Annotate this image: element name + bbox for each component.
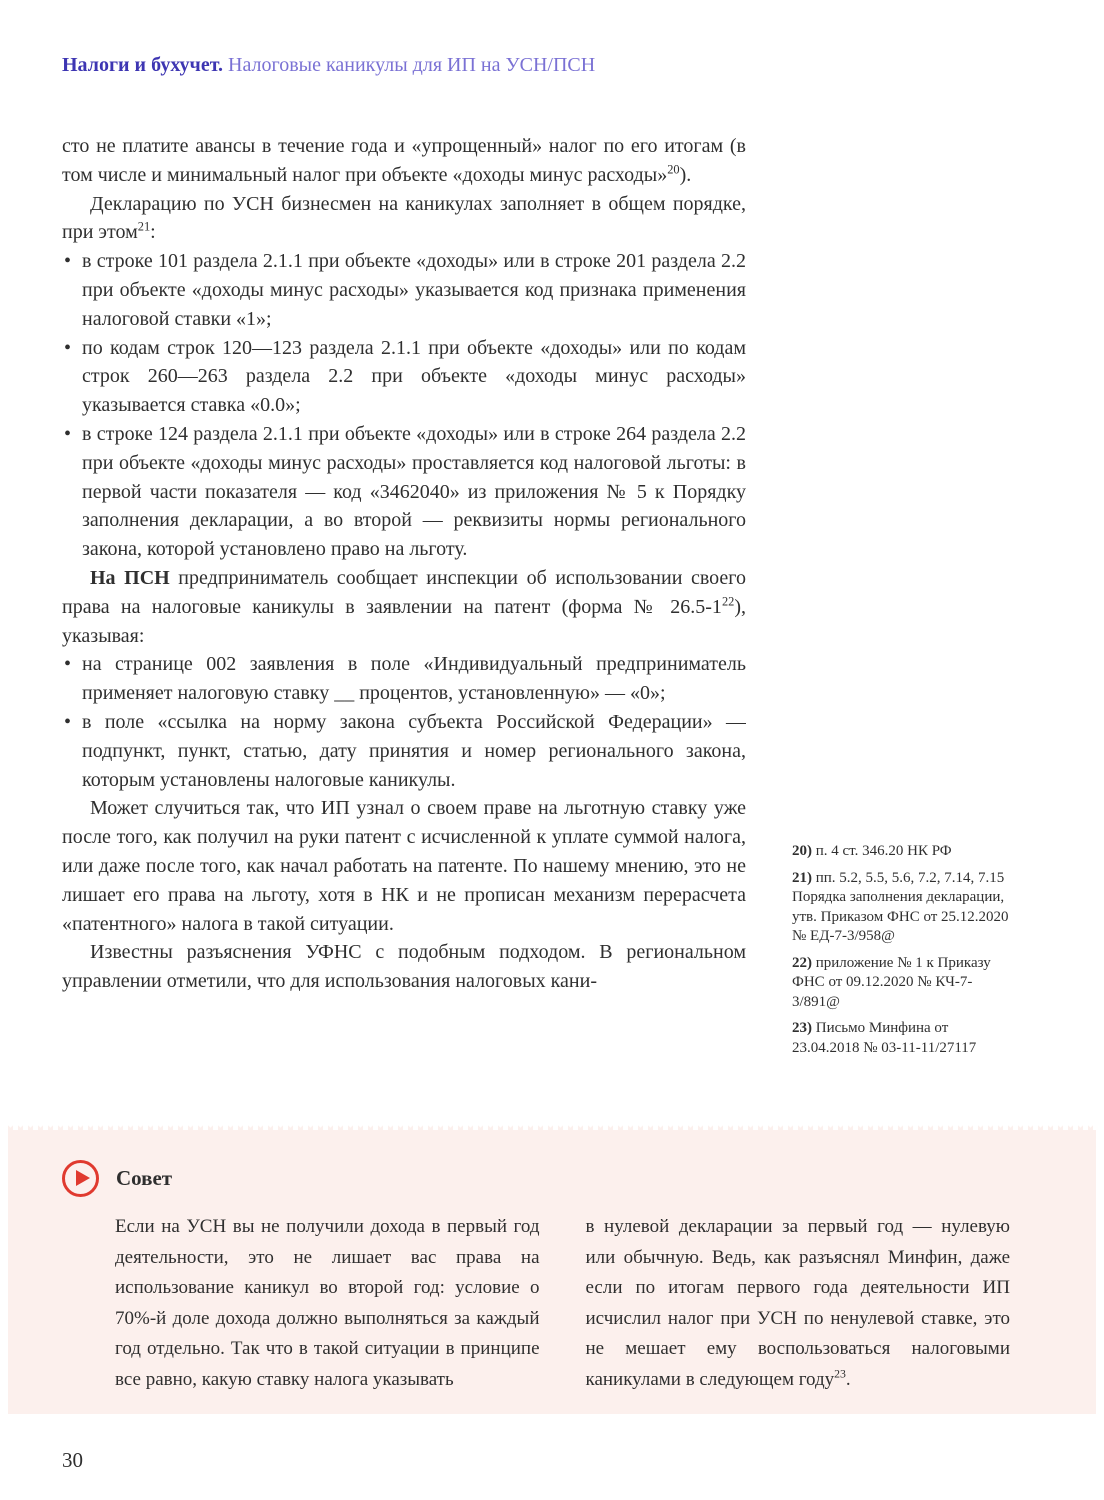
footnote-text: Письмо Минфина от 23.04.2018 № 03-11-11/27117: [792, 1020, 977, 1056]
paragraph-declaration: [62, 190, 746, 248]
bullet-item: • по кодам строк 120—123 раздела 2.1.1 при объекте «доходы» или по кодам строк 260—263 раздела 2.2 при объекте «доходы минус расходы» указывается ставка «0.0»;: [62, 334, 746, 420]
bullet-item: • в поле «ссылка на норму закона субъекта Российской Федерации» — подпункт, пункт, статью, дату принятия и номер регионального закона, которым установлены налоговые каникулы.: [62, 708, 746, 794]
paragraph-patent-recalc: Может случиться так, что ИП узнал о своем праве на льготную ставку уже после того, как получил на руки патент с исчисленной к уплате суммой налога, или даже после того, как начал работать на патенте. По нашему мнению, это не лишает его права на льготу, хотя в НК и не прописан механизм перерасчета «патентного» налога в такой ситуации.: [62, 797, 746, 935]
footnote: [792, 1019, 1018, 1058]
page-number: 30: [62, 1448, 83, 1472]
footnote-number: 23): [792, 1020, 812, 1036]
brand-title: Налоги и бухучет.: [62, 54, 224, 76]
advice-box: [8, 1130, 1096, 1414]
footnote-number: 20): [792, 843, 812, 859]
footnote-text: п. 4 ст. 346.20 НК РФ: [815, 843, 952, 859]
bullet-item: • на странице 002 заявления в поле «Индивидуальный предприниматель применяет налоговую ставку __ процентов, установленную» — «0»;: [62, 650, 746, 708]
zigzag-border: [8, 1123, 1096, 1130]
bullet-list-psn: [62, 650, 746, 794]
footnote: [792, 842, 1018, 862]
footnote: [792, 869, 1018, 947]
article-subtitle: Налоговые каникулы для ИП на УСН/ПСН: [228, 54, 596, 76]
paragraph-ufns: Известны разъяснения УФНС с подобным подходом. В региональном управлении отметили, что для использования налоговых кани-: [62, 941, 746, 993]
footnote-ref-21: 21: [137, 219, 151, 234]
footnote-ref-22: 22: [721, 594, 735, 609]
advice-column-left: Если на УСН вы не получили дохода в первый год деятельности, это не лишает вас права на использование каникул во второй год: условие о 70%-й доле дохода должно выполняться за каждый год отдельно. Так что в такой ситуации в принципе все равно, какую ставку налога указывать: [115, 1216, 540, 1390]
footnote: [792, 954, 1018, 1013]
bullet-item: • в строке 101 раздела 2.1.1 при объекте «доходы» или в строке 201 раздела 2.2 при объекте «доходы минус расходы» указывается код признака применения налоговой ставки «1»;: [62, 247, 746, 333]
footnote-text: приложение № 1 к Приказу ФНС от 09.12.2020 № КЧ-7-3/891@: [792, 954, 991, 1010]
footnote-number: 21): [792, 869, 812, 886]
paragraph-text: предприниматель сообщает инспекции об использовании своего права на налоговые каникулы в заявлении на патент (форма № 26.5-1: [62, 566, 746, 618]
advice-column-right: [586, 1212, 1011, 1395]
bullet-item: • в строке 124 раздела 2.1.1 при объекте «доходы» или в строке 264 раздела 2.2 при объекте «доходы минус расходы» проставляется код налоговой льготы: в первой части показателя — код «3462040» из приложения № 5 к Порядку заполнения декларации, а во второй — реквизиты нормы регионального закона, которой установлено право на льготу.: [62, 420, 746, 564]
paragraph-text: :: [150, 221, 156, 244]
footnote-text: пп. 5.2, 5.5, 5.6, 7.2, 7.14, 7.15 Порядка заполнения декларации, утв. Приказом ФНС от 25.12.2020 № ЕД-7-3/958@: [792, 869, 1009, 944]
bold-lead-psn: На ПСН: [90, 566, 170, 589]
paragraph-text: Декларацию по УСН бизнесмен на каникулах заполняет в общем порядке, при этом: [62, 192, 746, 244]
paragraph-intro: [62, 132, 746, 190]
advice-title: Совет: [116, 1166, 173, 1190]
footnote-ref-23: 23: [834, 1367, 846, 1381]
paragraph-text: ), указывая:: [62, 595, 746, 647]
advice-columns: [115, 1212, 1010, 1395]
paragraph-text: в нулевой декларации за первый год — нулевую или обычную. Ведь, как разъяснял Минфин, даже если по итогам первого года деятельности ИП исчислил налог при УСН по ненулевой ставке, это не мешает ему воспользоваться налоговыми каникулами в следующем году: [585, 1216, 1010, 1390]
advice-header: [62, 1160, 172, 1197]
paragraph-psn: [62, 564, 746, 650]
footnotes-sidebar: [792, 842, 1018, 1065]
paragraph-text: ).: [679, 163, 692, 186]
footnote-number: 22): [792, 954, 812, 971]
play-icon: [62, 1160, 99, 1197]
footnote-ref-20: 20: [667, 162, 680, 177]
page-header: [62, 54, 595, 77]
bullet-list-usn: [62, 247, 746, 564]
article-body: [62, 132, 746, 996]
paragraph-text: .: [845, 1368, 851, 1390]
paragraph-text: сто не платите авансы в течение года и «упрощенный» налог по его итогам (в том числе и минимальный налог при объекте «доходы минус расходы»: [62, 135, 746, 186]
